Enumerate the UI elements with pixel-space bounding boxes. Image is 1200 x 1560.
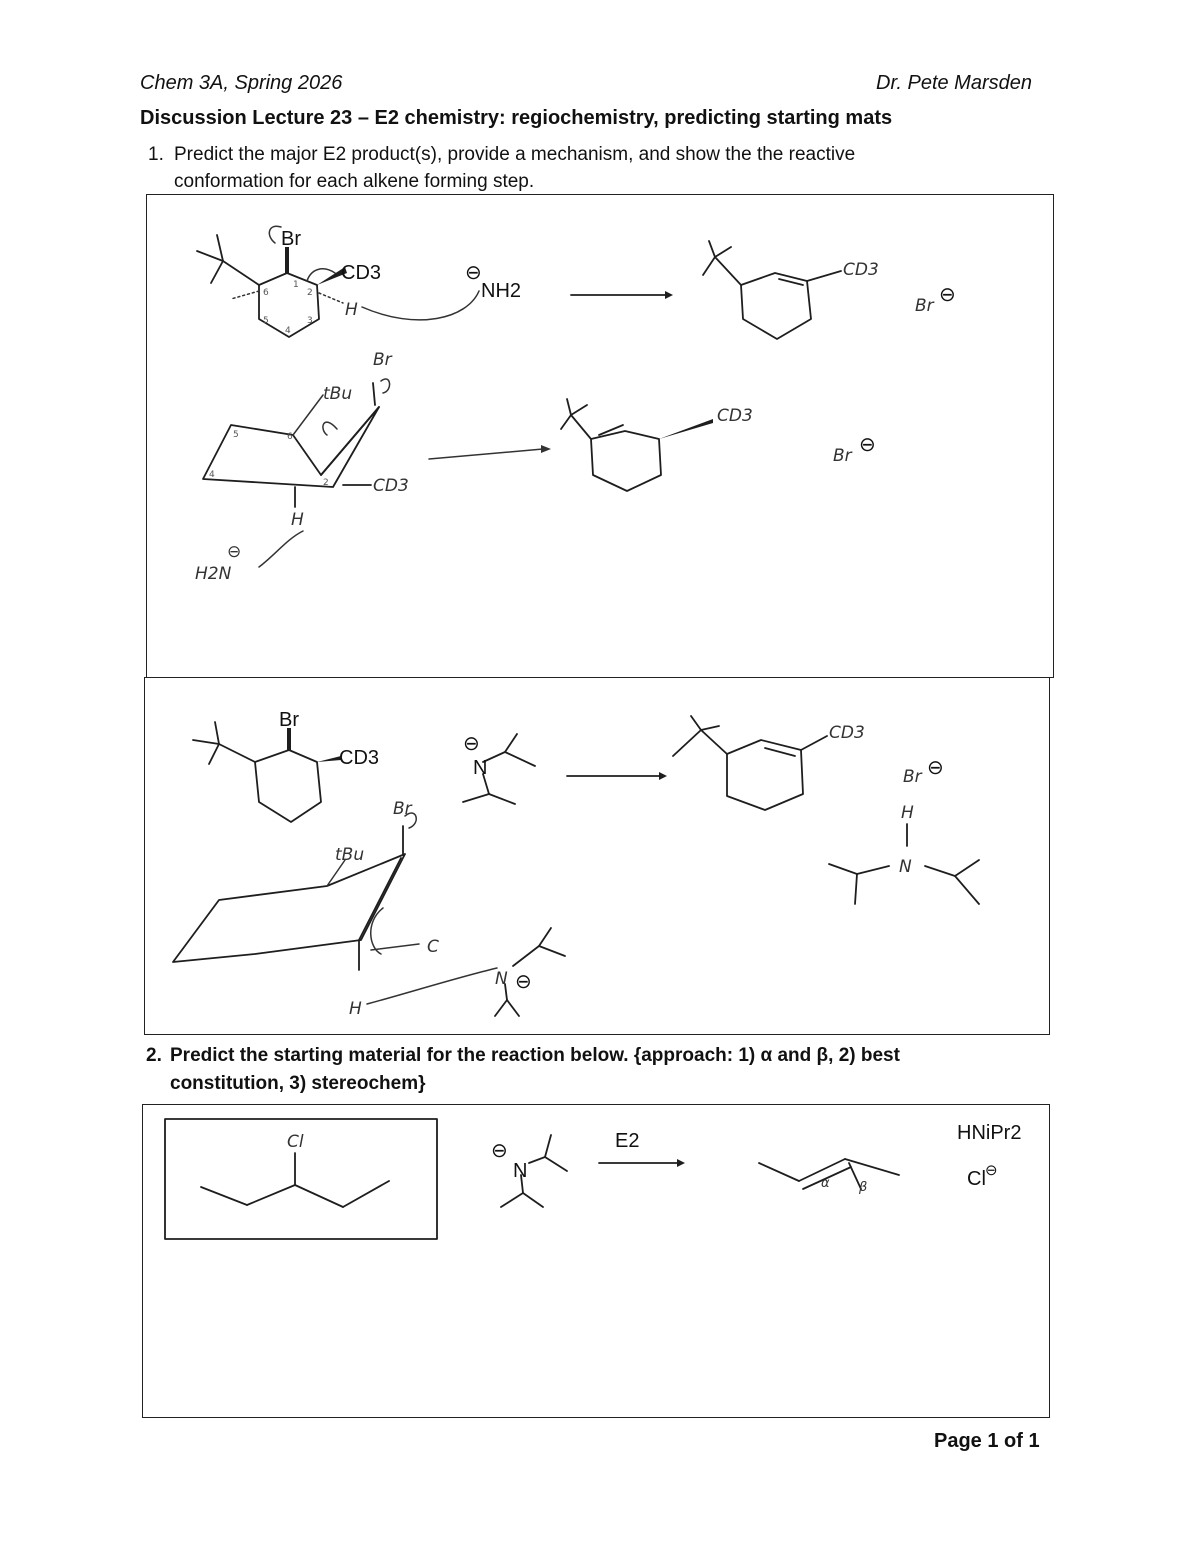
page-title: Discussion Lecture 23 – E2 chemistry: regiochemistry, predicting starting mats (140, 107, 893, 129)
panel-1-product-alkene (703, 241, 841, 339)
panel-2-chair-tbu-label: tBu (335, 845, 365, 865)
panel-1-chair-product (561, 399, 713, 491)
panel-2-chair-c-label: C (427, 937, 439, 957)
question-2-text-line2: constitution, 3) stereochem} (170, 1073, 426, 1094)
panel-2-chair-base-minus: ⊖ (515, 971, 532, 993)
question-2-base-minus: ⊖ (491, 1140, 508, 1162)
panel-1-chair-h-label: H (291, 510, 304, 530)
panel-1-chair-byproduct-minus: ⊖ (859, 434, 876, 456)
panel-1-product-cd3-label: CD3 (843, 260, 879, 280)
panel-1-chair-cd3-label: CD3 (373, 476, 409, 496)
panel-2-starting-material (193, 722, 341, 822)
instructor-label: Dr. Pete Marsden (876, 72, 1032, 94)
answer-structure (201, 1153, 389, 1207)
panel-2-chair-base-n-label: N (495, 969, 508, 989)
svg-text:2: 2 (307, 288, 313, 298)
panel-1-byproduct-minus: ⊖ (939, 284, 956, 306)
panel-1-drawing (147, 195, 1055, 679)
svg-text:6: 6 (263, 288, 269, 298)
panel-2-amine-n-label: N (899, 857, 912, 877)
panel-1-chair-base-minus: ⊖ (227, 542, 242, 562)
panel-2-drawing (145, 678, 1051, 1036)
question-1-panel-2 (144, 677, 1050, 1035)
page-number: Page 1 of 1 (934, 1430, 1040, 1452)
panel-1-starting-material (197, 226, 479, 337)
panel-2-base-n-label: N (473, 757, 488, 779)
panel-1-chair-base-label: H2N (195, 564, 232, 584)
svg-text:2: 2 (323, 478, 329, 488)
panel-1-cd3-label: CD3 (341, 262, 382, 284)
panel-1-br-label: Br (281, 228, 301, 250)
panel-1-chair-byproduct-label: Br (833, 446, 852, 466)
question-1-text-line1: Predict the major E2 product(s), provide a mechanism, and show the the reactive (174, 144, 856, 165)
panel-1-chair-br-label: Br (373, 350, 392, 370)
panel-2-product-alkene (673, 716, 827, 810)
question-1-panel-1 (146, 194, 1054, 678)
svg-text:5: 5 (263, 316, 269, 326)
question-2-drawing (143, 1105, 1051, 1419)
question-2-byproduct-amine: HNiPr2 (957, 1122, 1022, 1144)
panel-1-minus-sign: ⊖ (465, 262, 482, 284)
panel-2-byproduct-minus: ⊖ (927, 757, 944, 779)
panel-2-chair-h-label: H (349, 999, 362, 1019)
question-2-anion-minus: ⊖ (985, 1162, 998, 1179)
question-2-panel (142, 1104, 1050, 1418)
panel-1-byproduct-label: Br (915, 296, 934, 316)
panel-1-h-label: H (345, 300, 358, 320)
svg-text:1: 1 (293, 280, 299, 290)
panel-2-br-label: Br (279, 709, 299, 731)
question-2-base-n-label: N (513, 1160, 528, 1182)
course-label: Chem 3A, Spring 2026 (140, 72, 343, 94)
panel-1-chair-tbu-label: tBu (323, 384, 353, 404)
svg-text:5: 5 (233, 430, 239, 440)
question-1-number: 1. (148, 144, 164, 165)
question-2-base (501, 1135, 567, 1207)
svg-text:3: 3 (307, 316, 313, 326)
question-2-byproduct-anion: Cl (967, 1168, 986, 1190)
question-2-beta-label: β (859, 1180, 868, 1195)
svg-text:4: 4 (209, 470, 215, 480)
panel-1-chair-product-cd3-label: CD3 (717, 406, 753, 426)
panel-2-base-minus: ⊖ (463, 733, 480, 755)
panel-2-chair-br-label: Br (393, 799, 412, 819)
question-2-number: 2. (146, 1045, 162, 1066)
answer-cl-label: Cl (287, 1132, 304, 1152)
panel-1-base-label: NH2 (481, 280, 522, 302)
panel-1-chair-conformation (203, 379, 390, 567)
panel-2-byproduct-label: Br (903, 767, 922, 787)
question-1-text-line2: conformation for each alkene forming step. (174, 171, 535, 192)
question-2-text-line1: Predict the starting material for the reaction below. {approach: 1) α and β, 2) best (170, 1045, 900, 1066)
question-2-arrow-label: E2 (615, 1130, 640, 1152)
panel-2-product-cd3-label: CD3 (829, 723, 865, 743)
svg-text:6: 6 (287, 432, 293, 442)
panel-2-amine-h-label: H (901, 803, 914, 823)
panel-2-chair-conformation (173, 813, 497, 1004)
question-2-alpha-label: α (821, 1176, 830, 1191)
panel-2-cd3-label: CD3 (339, 747, 380, 769)
svg-text:4: 4 (285, 326, 291, 336)
